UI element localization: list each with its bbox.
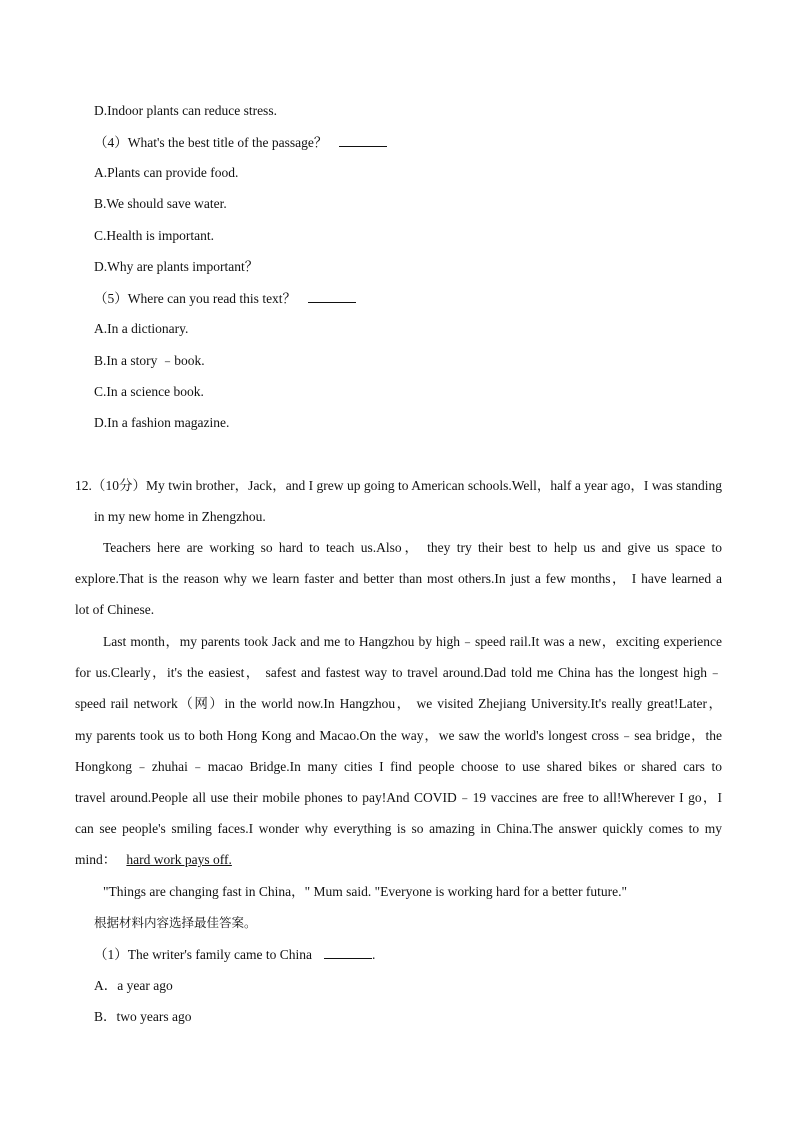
passage-paragraph-2 (75, 633, 722, 883)
paragraph-2-last-prefix: mind： (75, 852, 117, 868)
paragraph-1-line: lot of Chinese. (75, 602, 155, 618)
question-1-stem (94, 945, 375, 964)
option-4d: D.Why are plants important？ (94, 259, 259, 274)
paragraph-1-line: Teachers here are working so hard to teach us.Also， they try their best to help us and give us space to (103, 540, 722, 555)
option-5c: C.In a science book. (94, 384, 204, 399)
question-12-header (75, 477, 722, 508)
option-3d: D.Indoor plants can reduce stress. (94, 103, 277, 118)
paragraph-2-line: Hongkong﹣zhuhai﹣macao Bridge.In many cities I find people choose to use shared bikes or shared cars to (75, 758, 722, 774)
option-5d: D.In a fashion magazine. (94, 415, 230, 430)
paragraph-2-line: Last month，my parents took Jack and me to Hangzhou by high﹣speed rail.It was a new，exciting experience (103, 634, 722, 649)
passage-paragraph-1 (75, 539, 722, 633)
question-1-suffix: . (372, 947, 376, 962)
paragraph-2-line: can see people's smiling faces.I wonder why everything is so amazing in China.The answer quickly comes to my (75, 821, 722, 837)
option-4c: C.Health is important. (94, 228, 214, 243)
paragraph-2-last-line (75, 851, 722, 869)
paragraph-2-line: my parents took us to both Hong Kong and Macao.On the way，we saw the world's longest cross﹣sea bridge，the (75, 727, 722, 743)
option-1a: A．a year ago (94, 978, 173, 993)
question-12-header-cont: in my new home in Zhengzhou. (94, 509, 266, 524)
paragraph-2-line: travel around.People all use their mobile phones to pay!And COVID﹣19 vaccines are free to all!Wherever I go，I (75, 789, 722, 805)
question-12-header-line: 12.（10分）My twin brother，Jack，and I grew up going to American schools.Well，half a year ago，I was standing (75, 478, 722, 493)
option-5b: B.In a story ﹣book. (94, 353, 205, 368)
paragraph-1-line: explore.That is the reason why we learn faster and better than most others.In just a few months， I have learned a (75, 571, 722, 587)
option-5a: A.In a dictionary. (94, 321, 189, 336)
passage-paragraph-3: "Things are changing fast in China，" Mum said. "Everyone is working hard for a better future." (103, 884, 628, 899)
question-4-text: （4）What's the best title of the passage？ (94, 135, 328, 150)
question-4-stem (94, 133, 387, 152)
paragraph-2-line: speed rail network（网）in the world now.In Hangzhou， we visited Zhejiang University.It's really great!Later， (75, 696, 722, 712)
answer-blank-4[interactable] (339, 133, 387, 147)
option-1b: B．two years ago (94, 1009, 192, 1024)
instruction-text: 根据材料内容选择最佳答案。 (94, 915, 257, 930)
underlined-phrase: hard work pays off. (126, 852, 232, 868)
answer-blank-5[interactable] (308, 289, 356, 303)
option-4b: B.We should save water. (94, 196, 227, 211)
question-5-text: （5）Where can you read this text？ (94, 291, 297, 306)
question-5-stem (94, 289, 356, 308)
question-1-text: （1）The writer's family came to China (94, 947, 312, 962)
answer-blank-1[interactable] (324, 945, 372, 959)
paragraph-2-line: for us.Clearly，it's the easiest， safest and fastest way to travel around.Dad told me China has the longest high﹣ (75, 665, 722, 681)
option-4a: A.Plants can provide food. (94, 165, 239, 180)
